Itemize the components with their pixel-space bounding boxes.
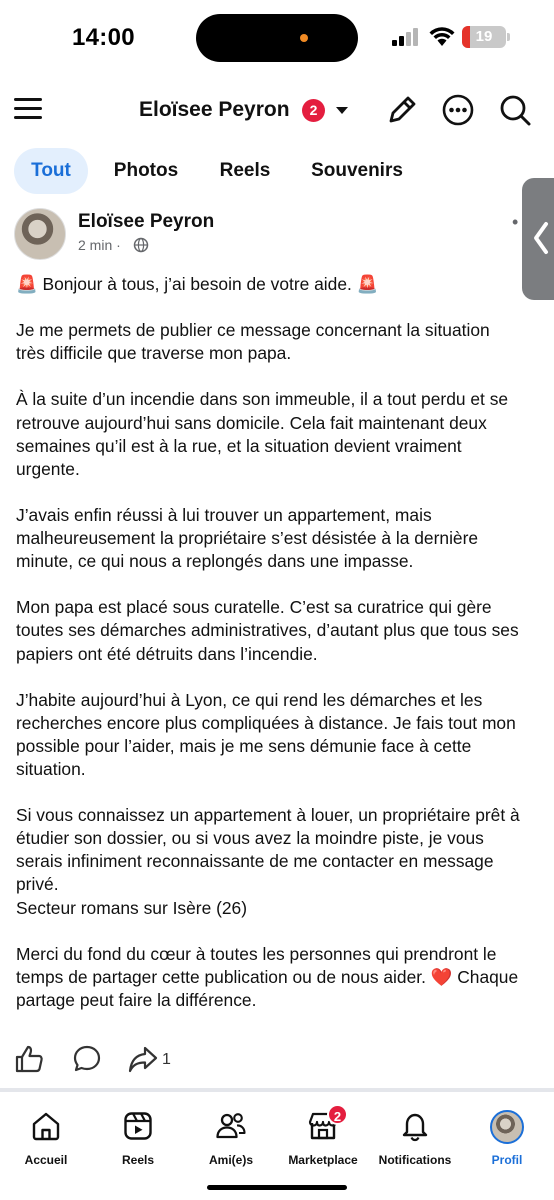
- status-bar: [0, 0, 554, 76]
- tab-tout[interactable]: Tout: [14, 148, 88, 194]
- search-icon[interactable]: [498, 93, 532, 127]
- reels-icon: [122, 1110, 154, 1142]
- nav-label-profil: Profil: [491, 1153, 523, 1167]
- chevron-down-icon[interactable]: [336, 107, 348, 114]
- nav-marketplace[interactable]: [277, 1110, 369, 1170]
- battery-level-text: 19: [475, 28, 493, 45]
- post-author-name[interactable]: Eloïsee Peyron: [78, 211, 215, 232]
- tab-reels[interactable]: Reels: [219, 160, 271, 181]
- notification-count-badge: 2: [302, 99, 325, 122]
- tab-photos[interactable]: Photos: [113, 160, 179, 181]
- post-more-dots-icon[interactable]: •: [512, 212, 519, 232]
- battery-nub: [507, 33, 510, 41]
- nav-label-marketplace: Marketplace: [288, 1153, 358, 1167]
- comment-bubble-icon[interactable]: [72, 1044, 102, 1074]
- battery-icon: [462, 26, 506, 48]
- home-icon: [30, 1110, 62, 1142]
- nav-accueil[interactable]: [0, 1110, 92, 1170]
- share-count: 1: [162, 1051, 171, 1068]
- marketplace-badge: 2: [327, 1104, 348, 1125]
- profile-header: [0, 84, 554, 136]
- bell-icon: [399, 1110, 431, 1142]
- avatar: [490, 1110, 524, 1144]
- nav-label-reels: Reels: [121, 1153, 155, 1167]
- post-timestamp[interactable]: 2 min ·: [78, 237, 121, 253]
- wifi-icon: [428, 25, 456, 47]
- nav-label-notifications: Notifications: [378, 1153, 452, 1167]
- more-icon[interactable]: [441, 93, 475, 127]
- nav-profil[interactable]: [461, 1110, 553, 1170]
- nav-notifications[interactable]: [369, 1110, 461, 1170]
- globe-icon: [133, 237, 149, 253]
- nav-label-amis: Ami(e)s: [208, 1153, 253, 1167]
- profile-name[interactable]: Eloïsee Peyron: [139, 98, 290, 121]
- cellular-signal-icon: [392, 28, 422, 46]
- post-text: 🚨 Bonjour à tous, j’ai besoin de votre aide. 🚨 Je me permets de publier ce message concernant la situation très difficile que traverse mon papa. À la suite d’un incendie dans son immeuble, il a tout perdu et se retrouve aujourd’hui sans domicile. Cela fait maintenant deux semaines qu’il est à la rue, et la situation devient vraiment urgente. J’avais enfin réussi à lui trouver un appartement, mais malheureusement la propriétaire s’est désistée à la dernière minute, ce qui nous a replongés dans une impasse. Mon papa est placé sous curatelle. C’est sa curatrice qui gère toutes ses démarches administratives, d’autant plus que tous ses papiers ont été détruits dans l’incendie. J’habite aujourd’hui à Lyon, ce qui rend les démarches et les recherches encore plus compliquées à distance. Je fais tout mon possible pour l’aider, mais je me sens démunie face à cette situation. Si vous connaissez un appartement à louer, un propriétaire prêt à étudier son dossier, ou si vous avez la moindre piste, je vous serais infiniment reconnaissante de me contacter en message privé. Secteur romans sur Isère (26) Merci du fond du cœur à toutes les personnes qui prendront le temps de partager cette publication ou de nous aider. ❤️ Chaque partage peut faire la différence.: [16, 274, 520, 1010]
- like-thumb-icon[interactable]: [14, 1044, 44, 1074]
- camera-indicator-dot: [300, 34, 308, 42]
- nav-amis[interactable]: [185, 1110, 277, 1170]
- friends-icon: [215, 1110, 247, 1142]
- post-actions: [0, 1044, 554, 1078]
- post-author-avatar[interactable]: [14, 208, 66, 260]
- nav-reels[interactable]: [92, 1110, 184, 1170]
- tab-souvenirs[interactable]: Souvenirs: [311, 160, 403, 181]
- menu-icon[interactable]: [14, 96, 42, 122]
- dynamic-island: [196, 14, 358, 62]
- status-time: 14:00: [72, 24, 135, 51]
- feed-divider: [0, 1088, 554, 1092]
- home-indicator: [207, 1185, 347, 1190]
- share-arrow-icon[interactable]: [128, 1044, 158, 1074]
- chevron-left-icon: [532, 220, 550, 256]
- edit-pencil-icon[interactable]: [385, 93, 419, 127]
- side-panel-handle[interactable]: [522, 178, 554, 300]
- nav-label-accueil: Accueil: [24, 1153, 68, 1167]
